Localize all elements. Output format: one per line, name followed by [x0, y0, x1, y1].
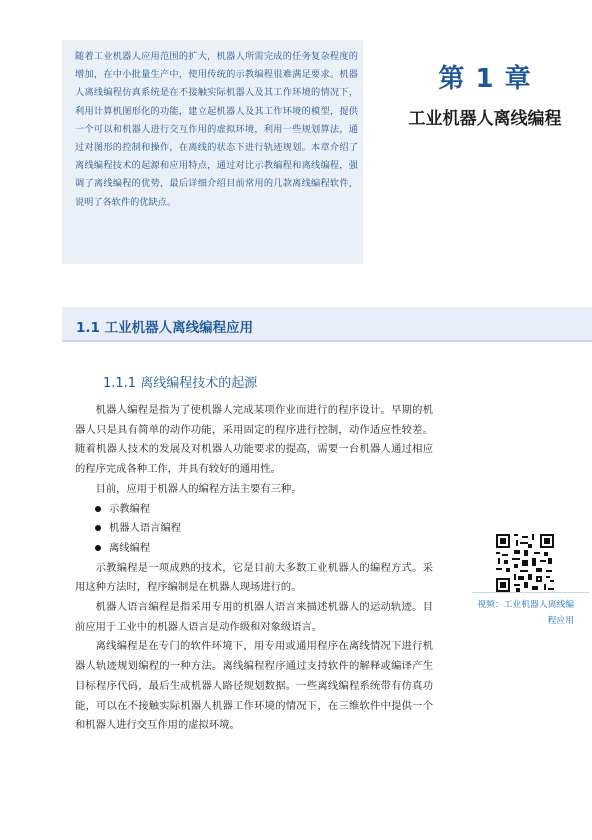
section-divider — [62, 340, 592, 342]
body-text — [75, 401, 433, 736]
paragraph: 机器人语言编程是指采用专用的机器人语言来描述机器人的运动轨迹。目前应用于工业中的机器人语言是动作级和对象级语言。 — [75, 601, 433, 633]
list-item — [75, 500, 433, 520]
list-item-label: 示教编程 — [109, 502, 151, 515]
paragraph: 机器人编程是指为了使机器人完成某项作业而进行的程序设计。早期的机器人只是具有简单的动作功能，采用固定的程序进行控制，动作适应性较差。随着机器人技术的发展及对机器人功能要求的提高，需要一台机器人通过相应的程序完成各种工作，并具有较好的通用性。 — [75, 404, 433, 476]
caption-divider — [472, 592, 590, 593]
subsection-heading: 1.1.1 离线编程技术的起源 — [103, 376, 258, 391]
list-item-label: 机器人语言编程 — [109, 522, 182, 535]
bullet-icon — [95, 525, 101, 531]
bullet-icon — [95, 545, 101, 551]
list-item-label: 离线编程 — [109, 541, 151, 554]
paragraph: 目前，应用于机器人的编程方法主要有三种。 — [95, 482, 302, 495]
method-list — [75, 500, 433, 559]
section-heading: 1.1 工业机器人离线编程应用 — [76, 320, 254, 336]
video-caption[interactable]: 视频：工业机器人离线编程应用 — [477, 600, 574, 626]
qr-code-icon[interactable] — [496, 534, 554, 592]
chapter-abstract: 随着工业机器人应用范围的扩大，机器人所需完成的任务复杂程度的增加，在中小批量生产中，使用传统的示教编程很难满足要求。机器人离线编程仿真系统是在不接触实际机器人及其工作环境的情况下，利用计算机图形化的功能，建立起机器人及其工作环境的模型，提供一个可以和机器人进行交互作用的虚拟环境，利用一些规划算法，通过对图形的控制和操作，在离线的状态下进行轨迹规划。本章介绍了离线编程技术的起源和应用特点，通过对比示教编程和离线编程，强调了离线编程的优势，最后详细介绍目前常用的几款离线编程软件，说明了各软件的优缺点。 — [75, 51, 358, 208]
list-item — [75, 539, 433, 559]
chapter-title: 工业机器人离线编程 — [408, 109, 562, 129]
paragraph: 离线编程是在专门的软件环境下，用专用或通用程序在离线情况下进行机器人轨迹规划编程的一种方法。离线编程程序通过支持软件的解释或编译产生目标程序代码，最后生成机器人路径规划数据。一些离线编程系统带有仿真功能，可以在不接触实际机器人机器工作环境的情况下，在三维软件中提供一个和机器人进行交互作用的虚拟环境。 — [75, 640, 433, 732]
list-item — [75, 519, 433, 539]
chapter-number: 第 1 章 — [438, 64, 532, 94]
paragraph: 示教编程是一项成熟的技术，它是目前大多数工业机器人的编程方式。采用这种方法时，程序编制是在机器人现场进行的。 — [75, 561, 433, 594]
bullet-icon — [95, 506, 101, 512]
